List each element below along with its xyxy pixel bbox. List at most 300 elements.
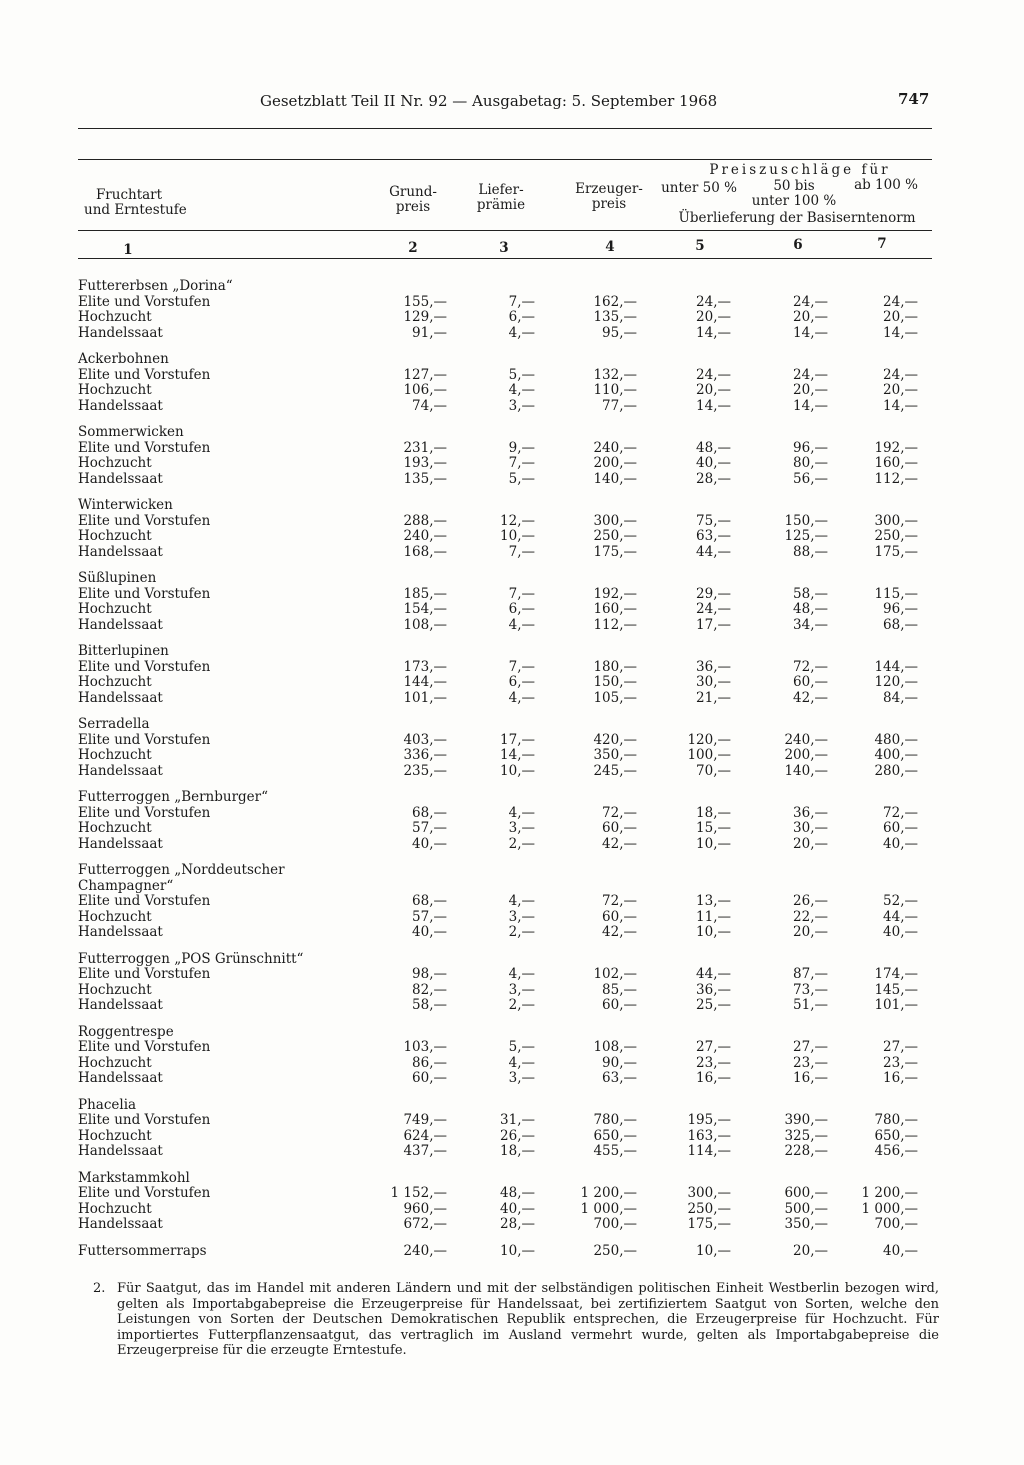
zuschlag-ab100-value: 14,— bbox=[883, 397, 918, 414]
table-row bbox=[0, 471, 1024, 487]
group-heading bbox=[0, 351, 1024, 367]
erzeugerpreis-value: 60,— bbox=[602, 820, 637, 836]
grundpreis-value: 1 152,— bbox=[390, 1185, 447, 1201]
stage-label: Handelssaat bbox=[78, 397, 163, 414]
table-row bbox=[0, 309, 1024, 325]
zuschlag-unter50-value: 24,— bbox=[696, 601, 731, 617]
table-row bbox=[0, 382, 1024, 398]
table-row bbox=[0, 601, 1024, 617]
erzeugerpreis-value: 1 200,— bbox=[580, 1185, 637, 1201]
col1-header-line1: Fruchtart bbox=[95, 187, 163, 203]
erzeugerpreis-value: 700,— bbox=[593, 1216, 637, 1232]
zuschlag-50bis100-value: 20,— bbox=[793, 1242, 828, 1259]
header-bottom-rule bbox=[78, 258, 932, 259]
stage-label: Handelssaat bbox=[78, 324, 163, 341]
lieferpraemie-value: 4,— bbox=[508, 804, 535, 821]
zuschlag-ab100-value: 16,— bbox=[883, 1070, 918, 1086]
crop-name: Bitterlupinen bbox=[78, 643, 169, 659]
col-number-2: 2 bbox=[408, 240, 418, 256]
zuschlag-ab100-value: 115,— bbox=[874, 585, 918, 602]
zuschlag-ab100-value: 112,— bbox=[874, 470, 918, 487]
stage-label: Handelssaat bbox=[78, 470, 163, 487]
erzeugerpreis-value: 72,— bbox=[602, 893, 637, 909]
erzeugerpreis-value: 60,— bbox=[602, 997, 637, 1013]
col4-header bbox=[566, 182, 652, 212]
table-row bbox=[0, 513, 1024, 529]
table-row bbox=[0, 367, 1024, 383]
stage-label: Hochzucht bbox=[78, 820, 152, 836]
zuschlag-ab100-value: 480,— bbox=[874, 731, 918, 748]
zuschlag-unter50-value: 36,— bbox=[696, 981, 731, 998]
zuschlag-50bis100-value: 350,— bbox=[784, 1216, 828, 1232]
lieferpraemie-value: 4,— bbox=[508, 324, 535, 341]
grundpreis-value: 103,— bbox=[403, 1039, 447, 1055]
zuschlag-unter50-value: 163,— bbox=[687, 1127, 731, 1144]
stage-label: Elite und Vorstufen bbox=[78, 1039, 211, 1055]
lieferpraemie-value: 4,— bbox=[508, 382, 535, 398]
zuschlag-50bis100-value: 14,— bbox=[793, 397, 828, 414]
stage-label: Handelssaat bbox=[78, 762, 163, 779]
zuschlag-50bis100-value: 16,— bbox=[793, 1070, 828, 1086]
zuschlag-ab100-value: 44,— bbox=[883, 908, 918, 925]
table-row bbox=[0, 909, 1024, 925]
grundpreis-value: 101,— bbox=[403, 689, 447, 706]
lieferpraemie-value: 2,— bbox=[508, 924, 535, 940]
lieferpraemie-value: 3,— bbox=[508, 981, 535, 998]
zuschlag-50bis100-value: 125,— bbox=[784, 528, 828, 544]
zuschlag-unter50-value: 75,— bbox=[696, 512, 731, 529]
zuschlag-50bis100-value: 500,— bbox=[784, 1200, 828, 1217]
stage-label: Hochzucht bbox=[78, 747, 152, 763]
zuschlag-50bis100-value: 140,— bbox=[784, 762, 828, 779]
group-heading bbox=[0, 643, 1024, 659]
zuschlag-50bis100-value: 200,— bbox=[784, 747, 828, 763]
zuschlag-unter50-value: 24,— bbox=[696, 366, 731, 383]
erzeugerpreis-value: 650,— bbox=[593, 1127, 637, 1144]
zuschlag-50bis100-value: 51,— bbox=[793, 997, 828, 1013]
grundpreis-value: 60,— bbox=[412, 1070, 447, 1086]
group-heading bbox=[0, 1024, 1024, 1040]
table-row bbox=[0, 294, 1024, 310]
zuschlag-50bis100-value: 58,— bbox=[793, 585, 828, 602]
zuschlag-ab100-value: 144,— bbox=[874, 658, 918, 675]
lieferpraemie-value: 31,— bbox=[500, 1112, 535, 1128]
crop-name: Serradella bbox=[78, 716, 150, 732]
zuschlag-ab100-value: 280,— bbox=[874, 762, 918, 779]
group-heading bbox=[0, 278, 1024, 294]
table-row bbox=[0, 1055, 1024, 1071]
stage-label: Hochzucht bbox=[78, 1054, 152, 1071]
zuschlag-unter50-value: 30,— bbox=[696, 674, 731, 690]
stage-label: Handelssaat bbox=[78, 997, 163, 1013]
zuschlag-unter50-value: 70,— bbox=[696, 762, 731, 779]
zuschlag-50bis100-value: 240,— bbox=[784, 731, 828, 748]
grundpreis-value: 57,— bbox=[412, 820, 447, 836]
crop-name: Futterroggen „Norddeutscher bbox=[78, 862, 285, 878]
lieferpraemie-value: 10,— bbox=[500, 762, 535, 779]
stage-label: Handelssaat bbox=[78, 924, 163, 940]
footnote-text: Für Saatgut, das im Handel mit anderen Ländern und mit der selbständigen politischen Einheit Westberlin bezogen wird, gelten als Importabgabepreise die Erzeugerpreise für Handelssaat, bei zertifiziertem Saatgut von Sorten, welche den Leistungen von Sorten der Deutschen Demokratischen Republik entsprechen, die Erzeugerpreise für Hochzucht. Für importiertes Futterpflanzensaatgut, das vertraglich im Ausland vermehrt wurde, gelten als Importabgabepreise die Erzeugerpreise für die erzeugte Erntestufe. bbox=[117, 1281, 939, 1358]
lieferpraemie-value: 28,— bbox=[500, 1216, 535, 1232]
stage-label: Hochzucht bbox=[78, 309, 152, 325]
lieferpraemie-value: 4,— bbox=[508, 689, 535, 706]
zuschlag-50bis100-value: 26,— bbox=[793, 893, 828, 909]
grundpreis-value: 82,— bbox=[412, 981, 447, 998]
col3-header bbox=[466, 183, 536, 213]
erzeugerpreis-value: 63,— bbox=[602, 1070, 637, 1086]
lieferpraemie-value: 5,— bbox=[508, 366, 535, 383]
erzeugerpreis-value: 72,— bbox=[602, 804, 637, 821]
erzeugerpreis-value: 245,— bbox=[593, 762, 637, 779]
col3-header-line1: Liefer- bbox=[478, 182, 524, 198]
zuschlag-50bis100-value: 73,— bbox=[793, 981, 828, 998]
zuschlag-ab100-value: 40,— bbox=[883, 924, 918, 940]
zuschlag-unter50-value: 100,— bbox=[687, 747, 731, 763]
grundpreis-value: 106,— bbox=[403, 382, 447, 398]
table-row bbox=[0, 1216, 1024, 1232]
zuschlag-ab100-value: 20,— bbox=[883, 382, 918, 398]
grundpreis-value: 144,— bbox=[403, 674, 447, 690]
erzeugerpreis-value: 455,— bbox=[593, 1143, 637, 1159]
zuschlag-unter50-value: 175,— bbox=[687, 1216, 731, 1232]
table-row bbox=[0, 997, 1024, 1013]
col-number-4: 4 bbox=[605, 239, 615, 255]
zuschlag-ab100-value: 27,— bbox=[883, 1039, 918, 1055]
group-heading bbox=[0, 1097, 1024, 1113]
grundpreis-value: 235,— bbox=[403, 762, 447, 779]
lieferpraemie-value: 26,— bbox=[500, 1127, 535, 1144]
erzeugerpreis-value: 135,— bbox=[593, 309, 637, 325]
stage-label: Handelssaat bbox=[78, 689, 163, 706]
zuschlag-50bis100-value: 96,— bbox=[793, 439, 828, 456]
grundpreis-value: 185,— bbox=[403, 585, 447, 602]
zuschlag-50bis100-value: 36,— bbox=[793, 804, 828, 821]
zuschlag-unter50-value: 14,— bbox=[696, 397, 731, 414]
grundpreis-value: 98,— bbox=[412, 966, 447, 982]
col6-header-line2: unter 100 % bbox=[751, 193, 837, 209]
zuschlag-ab100-value: 650,— bbox=[874, 1127, 918, 1144]
erzeugerpreis-value: 60,— bbox=[602, 908, 637, 925]
stage-label: Elite und Vorstufen bbox=[78, 1112, 211, 1128]
crop-name: Futterroggen „POS Grünschnitt“ bbox=[78, 950, 304, 967]
zuschlag-50bis100-value: 150,— bbox=[784, 512, 828, 529]
table-row bbox=[0, 1185, 1024, 1201]
lieferpraemie-value: 48,— bbox=[500, 1185, 535, 1201]
zuschlag-unter50-value: 23,— bbox=[696, 1054, 731, 1071]
zuschlag-ab100-value: 160,— bbox=[874, 455, 918, 471]
lieferpraemie-value: 3,— bbox=[508, 908, 535, 925]
table-row bbox=[0, 659, 1024, 675]
grundpreis-value: 86,— bbox=[412, 1054, 447, 1071]
erzeugerpreis-value: 77,— bbox=[602, 397, 637, 414]
lieferpraemie-value: 2,— bbox=[508, 997, 535, 1013]
col4-header-line2: preis bbox=[591, 196, 627, 212]
grundpreis-value: 154,— bbox=[403, 601, 447, 617]
zuschlag-unter50-value: 16,— bbox=[696, 1070, 731, 1086]
stage-label: Hochzucht bbox=[78, 382, 152, 398]
stage-label: Handelssaat bbox=[78, 835, 163, 852]
table-row bbox=[0, 1243, 1024, 1259]
grundpreis-value: 68,— bbox=[412, 893, 447, 909]
crop-name: Roggentrespe bbox=[78, 1023, 174, 1040]
zuschlag-ab100-value: 1 000,— bbox=[861, 1200, 918, 1217]
col5-header: unter 50 % bbox=[661, 180, 737, 196]
lieferpraemie-value: 40,— bbox=[500, 1200, 535, 1217]
zuschlag-unter50-value: 29,— bbox=[696, 585, 731, 602]
zuschlag-ab100-value: 101,— bbox=[874, 997, 918, 1013]
zuschlag-unter50-value: 24,— bbox=[696, 293, 731, 310]
lieferpraemie-value: 6,— bbox=[508, 601, 535, 617]
table-row bbox=[0, 674, 1024, 690]
lieferpraemie-value: 7,— bbox=[508, 293, 535, 310]
table-row bbox=[0, 924, 1024, 940]
zuschlag-unter50-value: 11,— bbox=[696, 908, 731, 925]
zuschlag-ab100-value: 14,— bbox=[883, 324, 918, 341]
erzeugerpreis-value: 90,— bbox=[602, 1054, 637, 1071]
zuschlag-50bis100-value: 24,— bbox=[793, 366, 828, 383]
lieferpraemie-value: 18,— bbox=[500, 1143, 535, 1159]
grundpreis-value: 193,— bbox=[403, 455, 447, 471]
footnote bbox=[93, 1281, 939, 1359]
zuschlag-unter50-value: 195,— bbox=[687, 1112, 731, 1128]
erzeugerpreis-value: 160,— bbox=[593, 601, 637, 617]
grundpreis-value: 168,— bbox=[403, 543, 447, 560]
grundpreis-value: 40,— bbox=[412, 835, 447, 852]
erzeugerpreis-value: 85,— bbox=[602, 981, 637, 998]
stage-label: Elite und Vorstufen bbox=[78, 966, 211, 982]
erzeugerpreis-value: 240,— bbox=[593, 439, 637, 456]
zuschlag-unter50-value: 63,— bbox=[696, 528, 731, 544]
col6-header bbox=[748, 179, 840, 209]
grundpreis-value: 155,— bbox=[403, 293, 447, 310]
grundpreis-value: 240,— bbox=[403, 528, 447, 544]
lieferpraemie-value: 17,— bbox=[500, 731, 535, 748]
lieferpraemie-value: 4,— bbox=[508, 966, 535, 982]
grundpreis-value: 68,— bbox=[412, 804, 447, 821]
table-row bbox=[0, 1039, 1024, 1055]
crop-name: Ackerbohnen bbox=[78, 351, 169, 367]
header-rule bbox=[78, 128, 932, 129]
zuschlag-unter50-value: 10,— bbox=[696, 1242, 731, 1259]
grundpreis-value: 91,— bbox=[412, 324, 447, 341]
zuschlag-50bis100-value: 325,— bbox=[784, 1127, 828, 1144]
zuschlag-50bis100-value: 20,— bbox=[793, 309, 828, 325]
zuschlag-50bis100-value: 390,— bbox=[784, 1112, 828, 1128]
zuschlag-ab100-value: 700,— bbox=[874, 1216, 918, 1232]
zuschlag-ab100-value: 145,— bbox=[874, 981, 918, 998]
stage-label: Hochzucht bbox=[78, 455, 152, 471]
zuschlag-ab100-value: 60,— bbox=[883, 820, 918, 836]
erzeugerpreis-value: 150,— bbox=[593, 674, 637, 690]
grundpreis-value: 288,— bbox=[403, 512, 447, 529]
table-row bbox=[0, 966, 1024, 982]
lieferpraemie-value: 10,— bbox=[500, 1242, 535, 1259]
erzeugerpreis-value: 200,— bbox=[593, 455, 637, 471]
col-number-3: 3 bbox=[499, 240, 509, 256]
erzeugerpreis-value: 250,— bbox=[593, 1242, 637, 1259]
lieferpraemie-value: 5,— bbox=[508, 470, 535, 487]
zuschlag-ab100-value: 96,— bbox=[883, 601, 918, 617]
grundpreis-value: 960,— bbox=[403, 1200, 447, 1217]
erzeugerpreis-value: 250,— bbox=[593, 528, 637, 544]
table-row bbox=[0, 1201, 1024, 1217]
group-heading bbox=[0, 424, 1024, 440]
zuschlag-50bis100-value: 42,— bbox=[793, 689, 828, 706]
lieferpraemie-value: 4,— bbox=[508, 616, 535, 633]
table-row bbox=[0, 586, 1024, 602]
zuschlag-unter50-value: 21,— bbox=[696, 689, 731, 706]
zuschlag-50bis100-value: 22,— bbox=[793, 908, 828, 925]
grundpreis-value: 173,— bbox=[403, 658, 447, 675]
crop-name: Futterroggen „Bernburger“ bbox=[78, 789, 269, 805]
col1-header bbox=[84, 187, 187, 218]
lieferpraemie-value: 12,— bbox=[500, 512, 535, 529]
group-heading bbox=[0, 570, 1024, 586]
erzeugerpreis-value: 132,— bbox=[593, 366, 637, 383]
stage-label: Hochzucht bbox=[78, 908, 152, 925]
zuschlag-ab100-value: 24,— bbox=[883, 293, 918, 310]
erzeugerpreis-value: 192,— bbox=[593, 585, 637, 602]
table-row bbox=[0, 820, 1024, 836]
zuschlag-ab100-value: 192,— bbox=[874, 439, 918, 456]
zuschlag-50bis100-value: 600,— bbox=[784, 1185, 828, 1201]
stage-label: Hochzucht bbox=[78, 601, 152, 617]
grundpreis-value: 240,— bbox=[403, 1242, 447, 1259]
zuschlag-50bis100-value: 60,— bbox=[793, 674, 828, 690]
erzeugerpreis-value: 300,— bbox=[593, 512, 637, 529]
stage-label: Handelssaat bbox=[78, 1216, 163, 1232]
erzeugerpreis-value: 42,— bbox=[602, 835, 637, 852]
lieferpraemie-value: 6,— bbox=[508, 309, 535, 325]
crop-name: Markstammkohl bbox=[78, 1169, 190, 1186]
table-row bbox=[0, 763, 1024, 779]
zuschlag-50bis100-value: 80,— bbox=[793, 455, 828, 471]
zuschlag-ab100-value: 1 200,— bbox=[861, 1185, 918, 1201]
table-row bbox=[0, 1143, 1024, 1159]
col4-header-line1: Erzeuger- bbox=[575, 181, 643, 197]
lieferpraemie-value: 2,— bbox=[508, 835, 535, 852]
erzeugerpreis-value: 180,— bbox=[593, 658, 637, 675]
erzeugerpreis-value: 162,— bbox=[593, 293, 637, 310]
table-row bbox=[0, 1128, 1024, 1144]
group-heading bbox=[0, 951, 1024, 967]
stage-label: Hochzucht bbox=[78, 674, 152, 690]
erzeugerpreis-value: 102,— bbox=[593, 966, 637, 982]
group-heading bbox=[0, 789, 1024, 805]
zuschlag-unter50-value: 25,— bbox=[696, 997, 731, 1013]
zuschlag-unter50-value: 13,— bbox=[696, 893, 731, 909]
zuschlag-ab100-value: 300,— bbox=[874, 512, 918, 529]
col2-header bbox=[378, 185, 448, 215]
table-row bbox=[0, 690, 1024, 706]
grundpreis-value: 40,— bbox=[412, 924, 447, 940]
erzeugerpreis-value: 140,— bbox=[593, 470, 637, 487]
table-row bbox=[0, 455, 1024, 471]
grundpreis-value: 108,— bbox=[403, 616, 447, 633]
grundpreis-value: 57,— bbox=[412, 908, 447, 925]
zuschlag-50bis100-value: 30,— bbox=[793, 820, 828, 836]
zuschlag-ab100-value: 23,— bbox=[883, 1054, 918, 1071]
erzeugerpreis-value: 420,— bbox=[593, 731, 637, 748]
erzeugerpreis-value: 112,— bbox=[593, 616, 637, 633]
zuschlag-50bis100-value: 14,— bbox=[793, 324, 828, 341]
zuschlag-unter50-value: 44,— bbox=[696, 966, 731, 982]
crop-name: Phacelia bbox=[78, 1096, 137, 1113]
zuschlag-unter50-value: 300,— bbox=[687, 1185, 731, 1201]
footnote-number: 2. bbox=[93, 1281, 106, 1296]
stage-label: Handelssaat bbox=[78, 1143, 163, 1159]
zuschlag-ab100-value: 40,— bbox=[883, 835, 918, 852]
zuschlag-ab100-value: 52,— bbox=[883, 893, 918, 909]
zuschlag-ab100-value: 24,— bbox=[883, 366, 918, 383]
table-row bbox=[0, 1112, 1024, 1128]
stage-label: Hochzucht bbox=[78, 1127, 152, 1144]
erzeugerpreis-value: 108,— bbox=[593, 1039, 637, 1055]
zuschlag-50bis100-value: 88,— bbox=[793, 543, 828, 560]
stage-label: Hochzucht bbox=[78, 528, 152, 544]
group-note: Überlieferung der Basiserntenorm bbox=[678, 210, 916, 226]
grundpreis-value: 127,— bbox=[403, 366, 447, 383]
zuschlag-unter50-value: 18,— bbox=[696, 804, 731, 821]
lieferpraemie-value: 7,— bbox=[508, 658, 535, 675]
col1-header-line2: und Erntestufe bbox=[84, 202, 187, 218]
zuschlag-ab100-value: 68,— bbox=[883, 616, 918, 633]
table-row bbox=[0, 747, 1024, 763]
group-heading bbox=[0, 862, 1024, 878]
zuschlag-ab100-value: 40,— bbox=[883, 1242, 918, 1259]
col7-header: ab 100 % bbox=[854, 177, 918, 193]
grundpreis-value: 624,— bbox=[403, 1127, 447, 1144]
zuschlag-ab100-value: 175,— bbox=[874, 543, 918, 560]
grundpreis-value: 672,— bbox=[403, 1216, 447, 1232]
lieferpraemie-value: 3,— bbox=[508, 1070, 535, 1086]
stage-label: Futtersommerraps bbox=[78, 1242, 207, 1259]
table-row bbox=[0, 325, 1024, 341]
lieferpraemie-value: 7,— bbox=[508, 585, 535, 602]
lieferpraemie-value: 7,— bbox=[508, 455, 535, 471]
header-mid-rule bbox=[78, 230, 932, 231]
zuschlag-ab100-value: 400,— bbox=[874, 747, 918, 763]
zuschlag-ab100-value: 20,— bbox=[883, 309, 918, 325]
zuschlag-ab100-value: 780,— bbox=[874, 1112, 918, 1128]
stage-label: Elite und Vorstufen bbox=[78, 804, 211, 821]
lieferpraemie-value: 4,— bbox=[508, 1054, 535, 1071]
col-number-6: 6 bbox=[793, 237, 803, 253]
table-row bbox=[0, 617, 1024, 633]
stage-label: Elite und Vorstufen bbox=[78, 893, 211, 909]
zuschlag-unter50-value: 15,— bbox=[696, 820, 731, 836]
erzeugerpreis-value: 42,— bbox=[602, 924, 637, 940]
table-row bbox=[0, 1070, 1024, 1086]
page-number: 747 bbox=[898, 90, 930, 108]
zuschlag-unter50-value: 48,— bbox=[696, 439, 731, 456]
lieferpraemie-value: 14,— bbox=[500, 747, 535, 763]
zuschlag-50bis100-value: 20,— bbox=[793, 924, 828, 940]
col3-header-line2: prämie bbox=[476, 197, 526, 213]
group-heading bbox=[0, 716, 1024, 732]
erzeugerpreis-value: 95,— bbox=[602, 324, 637, 341]
zuschlag-50bis100-value: 20,— bbox=[793, 835, 828, 852]
erzeugerpreis-value: 1 000,— bbox=[580, 1200, 637, 1217]
zuschlag-50bis100-value: 24,— bbox=[793, 293, 828, 310]
stage-label: Handelssaat bbox=[78, 616, 163, 633]
group-heading bbox=[0, 497, 1024, 513]
grundpreis-value: 231,— bbox=[403, 439, 447, 456]
zuschlag-unter50-value: 10,— bbox=[696, 924, 731, 940]
erzeugerpreis-value: 105,— bbox=[593, 689, 637, 706]
crop-name: Futtererbsen „Dorina“ bbox=[78, 278, 233, 294]
stage-label: Handelssaat bbox=[78, 1070, 163, 1086]
